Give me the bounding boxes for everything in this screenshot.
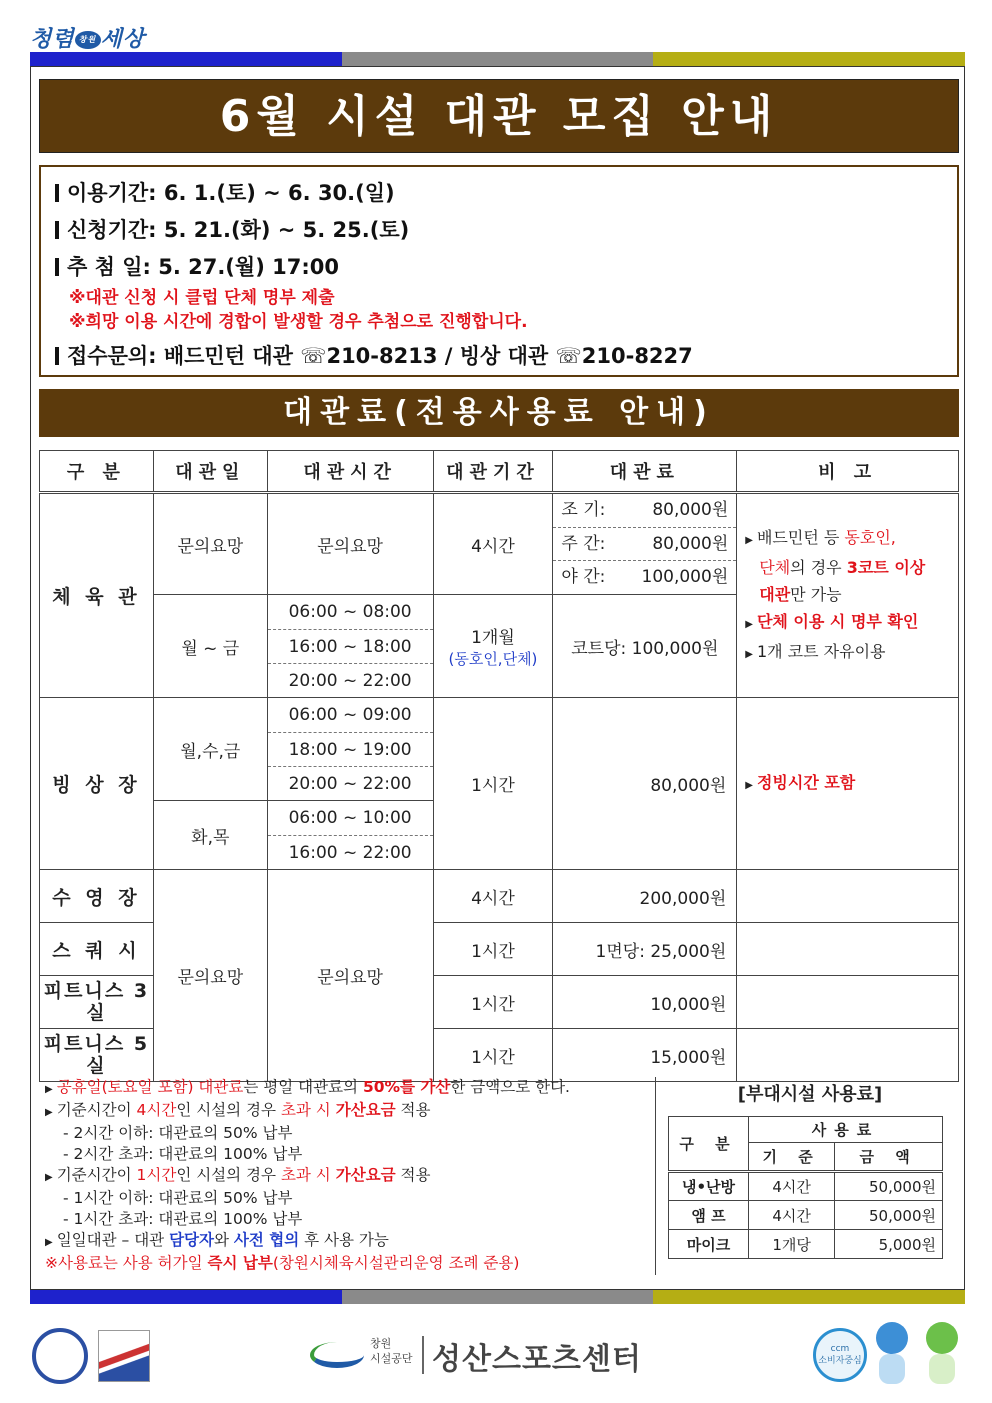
aux-header-fee: 사용료 xyxy=(749,1117,943,1143)
time-slot: 16:00 ~ 22:00 xyxy=(268,835,433,869)
aux-header-amount: 금 액 xyxy=(835,1143,943,1172)
ice-name: 빙 상 장 xyxy=(40,698,154,870)
org-name: 창원 시설공단 xyxy=(370,1337,413,1365)
gym-fee-list xyxy=(553,493,737,595)
bottom-color-stripe xyxy=(30,1290,965,1304)
note-daily: ▶ 일일대관 – 대관 담당자와 사전 협의 후 사용 가능 xyxy=(45,1231,389,1249)
aux-amount: 5,000원 xyxy=(835,1230,943,1259)
pool-name: 수 영 장 xyxy=(40,870,154,923)
time-slot: 18:00 ~ 19:00 xyxy=(268,732,433,766)
footer xyxy=(0,1320,992,1390)
note-holiday: ▶ 공휴일(토요일 포함) 대관료는 평일 대관료의 50%를 가산한 금액으로 한다. xyxy=(45,1078,570,1096)
top-logo: 청렴 창원 세상 xyxy=(30,27,146,52)
time-slot: 20:00 ~ 22:00 xyxy=(268,766,433,800)
pool-remark xyxy=(737,870,959,923)
header-day: 대관일 xyxy=(153,451,267,493)
note-payment: ※사용료는 사용 허가일 즉시 납부(창원시체육시설관리운영 조례 준용) xyxy=(45,1254,520,1272)
others-day: 문의요망 xyxy=(153,870,267,1082)
fee-table xyxy=(39,450,959,1082)
gym-fee-2: 코트당: 100,000원 xyxy=(553,595,737,698)
note-roster: ※대관 신청 시 클럽 단체 명부 제출 xyxy=(69,288,335,308)
certification-seal-icon xyxy=(32,1328,88,1384)
ice-day-2: 화,목 xyxy=(153,801,267,870)
gym-fee-night: 야 간: 100,000원 xyxy=(553,560,736,593)
aux-row xyxy=(669,1172,943,1201)
gym-remark: ▶ 배드민턴 등 동호인, 단체의 경우 3코트 이상 대관만 가능 ▶ 단체 이용 시 명부 확인 ▶ 1개 코트 자유이용 xyxy=(737,493,959,698)
aux-name: 앰 프 xyxy=(669,1201,749,1230)
aux-base: 4시간 xyxy=(749,1172,835,1201)
aux-name: 냉•난방 xyxy=(669,1172,749,1201)
ice-times-2 xyxy=(267,801,433,870)
ccm-badge-icon: ccm 소비자중심 xyxy=(813,1328,867,1382)
gym-period-2: 1개월 (동호인,단체) xyxy=(433,595,553,698)
gym-time-1: 문의요망 xyxy=(267,493,433,595)
fee-section-title: 대관료(전용사용료 안내) xyxy=(39,389,959,437)
note-1h-sub1: - 1시간 이하: 대관료의 50% 납부 xyxy=(63,1189,293,1207)
aux-row xyxy=(669,1201,943,1230)
notes-divider xyxy=(655,1077,656,1275)
time-slot: 06:00 ~ 10:00 xyxy=(288,808,412,828)
draw-line: 추 첨 일: 5. 27.(월) 17:00 xyxy=(55,249,943,286)
header-time: 대관시간 xyxy=(267,451,433,493)
fitness5-period: 1시간 xyxy=(433,1029,553,1082)
time-slot: 06:00 ~ 09:00 xyxy=(288,705,412,725)
aux-base: 4시간 xyxy=(749,1201,835,1230)
table-row xyxy=(40,493,959,595)
pool-fee: 200,000원 xyxy=(553,870,737,923)
ice-fee: 80,000원 xyxy=(553,698,737,870)
ice-day-1: 월,수,금 xyxy=(153,698,267,801)
gym-period-1: 4시간 xyxy=(433,493,553,595)
header-period: 대관기간 xyxy=(433,451,553,493)
center-logo xyxy=(310,1330,642,1380)
period-line: 이용기간: 6. 1.(토) ~ 6. 30.(일) xyxy=(55,175,943,212)
gym-day-2: 월 ~ 금 xyxy=(153,595,267,698)
note-4h-sub2: - 2시간 초과: 대관료의 100% 납부 xyxy=(63,1145,303,1163)
mascot-blue-icon xyxy=(872,1322,912,1386)
squash-name: 스 쿼 시 xyxy=(40,923,154,976)
header-fee: 대관료 xyxy=(553,451,737,493)
fitness5-name: 피트니스 5실 xyxy=(40,1029,154,1082)
note-4h: ▶ 기준시간이 4시간인 시설의 경우 초과 시 가산요금 적용 xyxy=(45,1101,431,1119)
ice-times-1 xyxy=(267,698,433,801)
header-remark: 비 고 xyxy=(737,451,959,493)
time-slot: 16:00 ~ 18:00 xyxy=(268,629,433,663)
center-name: 성산스포츠센터 xyxy=(432,1342,642,1377)
page-title: 6월 시설 대관 모집 안내 xyxy=(39,79,959,153)
note-lottery: ※희망 이용 시간에 경합이 발생할 경우 추첨으로 진행합니다. xyxy=(69,312,528,332)
certification-mark-icon xyxy=(98,1330,150,1382)
fitness3-remark xyxy=(737,976,959,1029)
gym-fee-day: 주 간: 80,000원 xyxy=(553,527,736,560)
ice-period: 1시간 xyxy=(433,698,553,870)
note-1h-sub2: - 1시간 초과: 대관료의 100% 납부 xyxy=(63,1210,303,1228)
aux-row xyxy=(669,1230,943,1259)
fee-notes xyxy=(45,1077,655,1274)
gym-fee-early: 조 기: 80,000원 xyxy=(561,500,729,520)
aux-header-row xyxy=(669,1117,943,1143)
fitness3-name: 피트니스 3실 xyxy=(40,976,154,1029)
others-time: 문의요망 xyxy=(267,870,433,1082)
contact-line: 접수문의: 배드민턴 대관 ☏210-8213 / 빙상 대관 ☏210-8227 xyxy=(55,338,943,375)
squash-fee: 1면당: 25,000원 xyxy=(553,923,737,976)
header-category: 구 분 xyxy=(40,451,154,493)
aux-amount: 50,000원 xyxy=(835,1201,943,1230)
note-1h: ▶ 기준시간이 1시간인 시설의 경우 초과 시 가산요금 적용 xyxy=(45,1166,431,1184)
mascot-green-icon xyxy=(922,1322,962,1386)
table-row xyxy=(40,870,959,923)
info-box xyxy=(39,165,959,377)
gym-name: 체 육 관 xyxy=(40,493,154,698)
apply-line: 신청기간: 5. 21.(화) ~ 5. 25.(토) xyxy=(55,212,943,249)
aux-title: [부대시설 사용료] xyxy=(737,1084,883,1105)
fitness3-period: 1시간 xyxy=(433,976,553,1029)
gym-times-2 xyxy=(267,595,433,698)
aux-base: 1개당 xyxy=(749,1230,835,1259)
note-4h-sub1: - 2시간 이하: 대관료의 50% 납부 xyxy=(63,1124,293,1142)
time-slot: 06:00 ~ 08:00 xyxy=(288,602,412,622)
aux-header-base: 기 준 xyxy=(749,1143,835,1172)
table-row xyxy=(40,698,959,801)
squash-period: 1시간 xyxy=(433,923,553,976)
ice-remark: ▶ 정빙시간 포함 xyxy=(737,698,959,870)
aux-fee-table xyxy=(668,1116,943,1259)
gym-day-1: 문의요망 xyxy=(153,493,267,595)
time-slot: 20:00 ~ 22:00 xyxy=(268,663,433,697)
pool-period: 4시간 xyxy=(433,870,553,923)
swoosh-icon xyxy=(310,1342,364,1368)
squash-remark xyxy=(737,923,959,976)
aux-header-category: 구 분 xyxy=(669,1117,749,1172)
aux-name: 마이크 xyxy=(669,1230,749,1259)
fitness3-fee: 10,000원 xyxy=(553,976,737,1029)
top-color-stripe xyxy=(30,52,965,66)
fitness5-fee: 15,000원 xyxy=(553,1029,737,1082)
fitness5-remark xyxy=(737,1029,959,1082)
table-header-row xyxy=(40,451,959,493)
aux-amount: 50,000원 xyxy=(835,1172,943,1201)
